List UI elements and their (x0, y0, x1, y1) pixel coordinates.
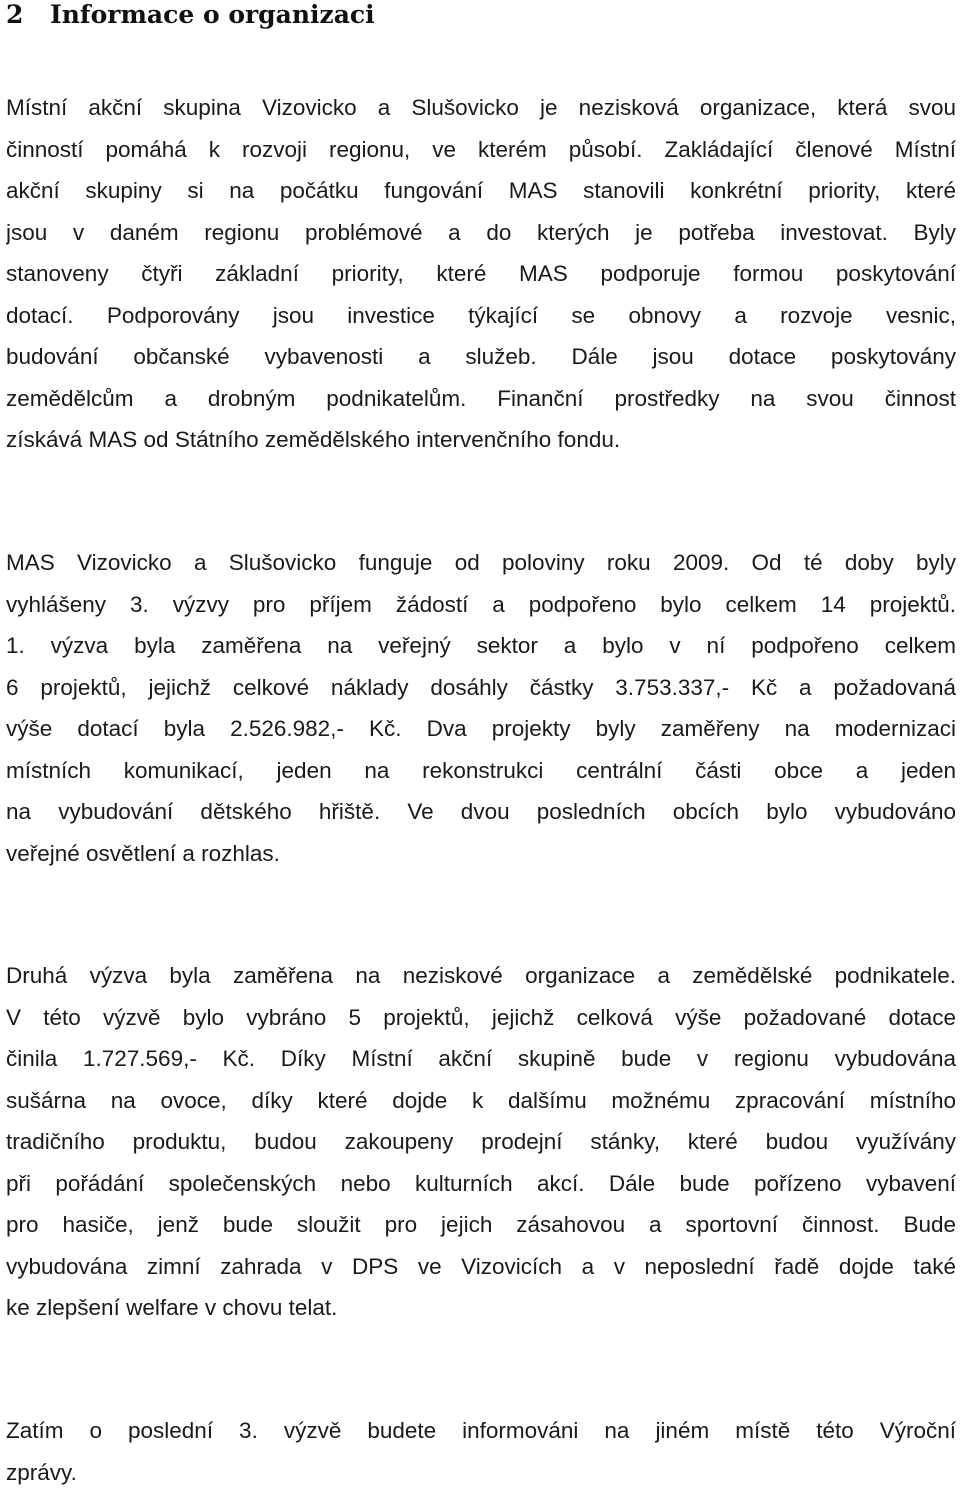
text-line: Zatím o poslední 3. výzvě budete informováni na jiném místě této Výroční (6, 1410, 956, 1452)
text-line: činila 1.727.569,- Kč. Díky Místní akční skupině bude v regionu vybudována (6, 1038, 956, 1080)
text-line: 1. výzva byla zaměřena na veřejný sektor a bylo v ní podpořeno celkem (6, 625, 956, 667)
text-line: při pořádání společenských nebo kulturních akcí. Dále bude pořízeno vybavení (6, 1163, 956, 1205)
text-line: místních komunikací, jeden na rekonstrukci centrální části obce a jeden (6, 750, 956, 792)
text-line: zemědělcům a drobným podnikatelům. Finanční prostředky na svou činnost (6, 378, 956, 420)
text-line: V této výzvě bylo vybráno 5 projektů, jejichž celková výše požadované dotace (6, 997, 956, 1039)
text-line: činností pomáhá k rozvoji regionu, ve kterém působí. Zakládající členové Místní (6, 129, 956, 171)
text-line: 6 projektů, jejichž celkové náklady dosáhly částky 3.753.337,- Kč a požadovaná (6, 667, 956, 709)
text-line: budování občanské vybavenosti a služeb. Dále jsou dotace poskytovány (6, 336, 956, 378)
text-line: vybudována zimní zahrada v DPS ve Vizovicích a v neposlední řadě dojde také (6, 1246, 956, 1288)
section-heading (6, 0, 375, 32)
text-line: pro hasiče, jenž bude sloužit pro jejich zásahovou a sportovní činnost. Bude (6, 1204, 956, 1246)
text-line: na vybudování dětského hřiště. Ve dvou posledních obcích bylo vybudováno (6, 791, 956, 833)
text-line: získává MAS od Státního zemědělského intervenčního fondu. (6, 419, 956, 461)
section-title: Informace o organizaci (50, 0, 375, 29)
text-line: zprávy. (6, 1452, 956, 1493)
text-line: Místní akční skupina Vizovicko a Slušovicko je nezisková organizace, která svou (6, 87, 956, 129)
text-line: MAS Vizovicko a Slušovicko funguje od poloviny roku 2009. Od té doby byly (6, 542, 956, 584)
text-line: jsou v daném regionu problémové a do kterých je potřeba investovat. Byly (6, 212, 956, 254)
text-line: výše dotací byla 2.526.982,- Kč. Dva projekty byly zaměřeny na modernizaci (6, 708, 956, 750)
section-number: 2 (6, 0, 50, 32)
text-line: dotací. Podporovány jsou investice týkající se obnovy a rozvoje vesnic, (6, 295, 956, 337)
text-line: Druhá výzva byla zaměřena na neziskové organizace a zemědělské podnikatele. (6, 955, 956, 997)
text-line: vyhlášeny 3. výzvy pro příjem žádostí a podpořeno bylo celkem 14 projektů. (6, 584, 956, 626)
text-line: akční skupiny si na počátku fungování MAS stanovili konkrétní priority, které (6, 170, 956, 212)
text-line: ke zlepšení welfare v chovu telat. (6, 1287, 956, 1329)
paragraph-first-call (6, 542, 956, 874)
paragraph-second-call (6, 955, 956, 1329)
text-line: sušárna na ovoce, díky které dojde k dalšímu možnému zpracování místního (6, 1080, 956, 1122)
paragraph-organization-intro (6, 87, 956, 461)
text-line: stanoveny čtyři základní priority, které MAS podporuje formou poskytování (6, 253, 956, 295)
paragraph-third-call (6, 1410, 956, 1493)
text-line: tradičního produktu, budou zakoupeny prodejní stánky, které budou využívány (6, 1121, 956, 1163)
text-line: veřejné osvětlení a rozhlas. (6, 833, 956, 875)
